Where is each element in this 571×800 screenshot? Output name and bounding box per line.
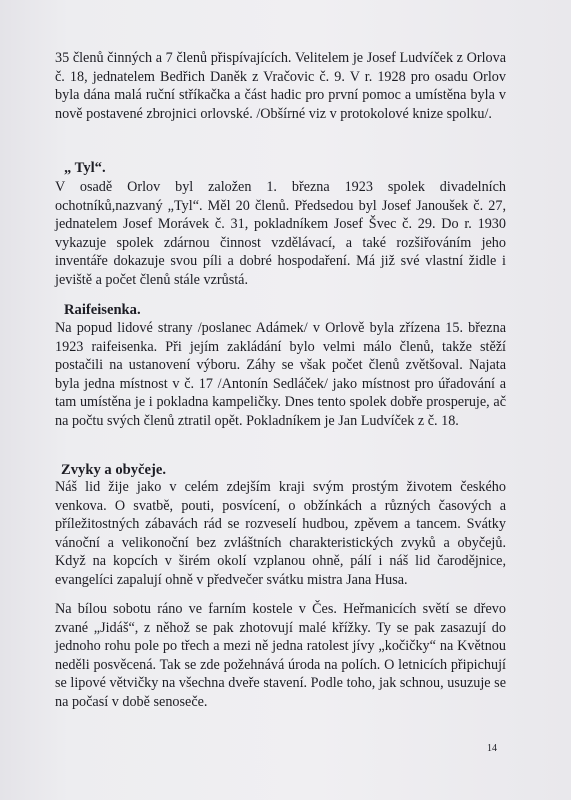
paragraph-zvyky-2: Na bílou sobotu ráno ve farním kostele v Čes. Heřmanicích světí se dřevo zvané „Jidáš“, z něhož se pak zhotovují malé křížky. Ty se pak zasazují do jednoho rohu pole po třech a mezi ně jedna ratolest jívy „kočičky“ na Květnou neděli posvěcená. Tak se zde požehnává úroda na polích. O letnicích připichují se lipové větvičky na všechna dveře stavení. Podle toho, jak schnou, usuzuje se na počasí v době senoseče. — [55, 601, 506, 710]
paragraph-raifeisenka: Na popud lidové strany /poslanec Adámek/ v Orlově byla zřízena 15. března 1923 raifeisenka. Při jejím zakládání bylo velmi málo členů, takže stěží postačili na ustanovení výboru. Záhy se však počet členů zvětšoval. Najata byla jedna místnost v č. 17 /Antonín Sedláček/ jako místnost pro úřadování a tam umístěna je i pokladna kampeličky. Dnes tento spolek dobře prosperuje, ač na počtu svých členů ztratil opět. Pokladníkem je Jan Ludvíček z č. 18. — [55, 320, 506, 429]
heading-tyl: „ Tyl“. — [64, 160, 106, 176]
heading-zvyky: Zvyky a obyčeje. — [61, 462, 166, 478]
paragraph-tyl: V osadě Orlov byl založen 1. března 1923 spolek divadelních ochotníků,nazvaný „Tyl“. Měl 20 členů. Předsedou byl Josef Janoušek č. 27, jednatelem Josef Morávek č. 31, pokladníkem Josef Švec č. 29. Do r. 1930 vykazuje spolek zdárnou činnost vzdělávací, a také rozšiřováním jeho inventáře dokazuje svou píli a dobré hospodaření. Má již své vlastní židle i jeviště a počet členů stále vzrůstá. — [55, 179, 506, 288]
page-number: 14 — [487, 743, 497, 754]
heading-raifeisenka: Raifeisenka. — [64, 302, 141, 318]
paragraph-zvyky-1: Náš lid žije jako v celém zdejším kraji svým prostým životem českého venkova. O svatbě, pouti, posvícení, o obžínkách a různých časových a příležitostných zábavách rád se rozveselí hudbou, zpěvem a tancem. Svátky vánoční a velikonoční bez zvláštních charakteristických zvyků a obyčejů. Když na kopcích v širém okolí vzplanou ohně, pálí i náš lid čarodějnice, evangelíci zapalují ohně v předvečer svátku mistra Jana Husa. — [55, 479, 506, 588]
paragraph-fire-brigade: 35 členů činných a 7 členů přispívajících. Velitelem je Josef Ludvíček z Orlova č. 18, jednatelem Bedřich Daněk z Vračovic č. 9. V r. 1928 pro osadu Orlov byla dána malá ruční stříkačka a část hadic pro první pomoc a umístěna byla v nově postavené zbrojnici orlovské. /Obšírné viz v protokolové knize spolku/. — [55, 50, 506, 122]
